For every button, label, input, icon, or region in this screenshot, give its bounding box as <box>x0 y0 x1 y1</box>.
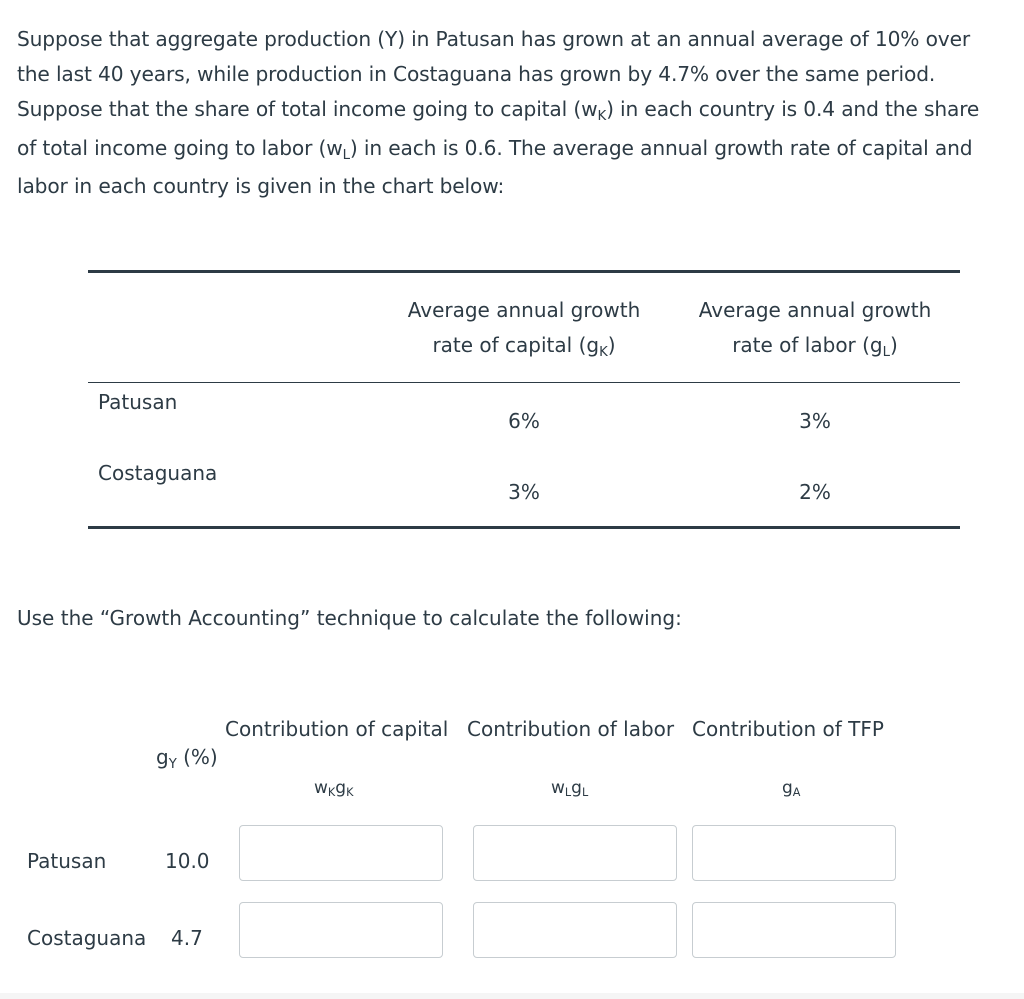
patusan-labor-growth: 3% <box>799 409 831 433</box>
sym-labor-g: g <box>571 778 582 798</box>
capital-growth-header <box>384 293 664 366</box>
costaguana-gy-value: 4.7 <box>171 926 203 950</box>
sym-capital-w: w <box>314 778 328 798</box>
capital-header-close: ) <box>607 333 616 357</box>
col-header-capital: Contribution of capital <box>225 717 449 741</box>
labor-header-line-2: rate of labor (g <box>732 333 883 357</box>
patusan-tfp-contribution-input[interactable] <box>692 825 896 881</box>
bottom-edge-strip <box>0 993 1024 999</box>
intro-line-4a: of total income going to labor (w <box>17 135 343 160</box>
gy-unit: (%) <box>176 745 218 769</box>
col-header-tfp: Contribution of TFP <box>692 717 884 741</box>
sym-capital-g: g <box>335 778 347 798</box>
instruction: Use the “Growth Accounting” technique to calculate the following: <box>17 606 682 630</box>
table-header-rule <box>88 382 960 383</box>
costaguana-tfp-contribution-input[interactable] <box>692 902 896 958</box>
labor-header-close: ) <box>890 333 898 357</box>
sym-capital-gsub: K <box>346 786 354 800</box>
intro-line-1: Suppose that aggregate production (Y) in Patusan has grown at an annual average of 10% over <box>17 27 971 51</box>
patusan-capital-contribution-input[interactable] <box>239 825 443 881</box>
table-top-rule <box>88 270 960 273</box>
costaguana-capital-contribution-input[interactable] <box>239 902 443 958</box>
intro-line-3a: Suppose that the share of total income going to capital (w <box>17 97 598 122</box>
sym-labor-w: w <box>551 778 565 798</box>
intro-line-2: the last 40 years, while production in Costaguana has grown by 4.7% over the same period. <box>17 62 936 87</box>
sym-tfp-g: g <box>782 778 793 798</box>
intro-line-4-sub: L <box>342 147 350 163</box>
intro-line-5: labor in each country is given in the chart below: <box>17 173 505 198</box>
costaguana-labor-growth: 2% <box>799 480 831 504</box>
costaguana-capital-growth: 3% <box>508 480 540 504</box>
intro-line-4b: ) in each is 0.6. The average annual growth rate of capital and <box>349 135 973 160</box>
sym-labor-wsub: L <box>564 786 572 800</box>
symbol-wl-gl <box>551 778 588 798</box>
answer-row-country-costaguana: Costaguana <box>27 926 147 950</box>
problem-statement <box>17 22 1017 204</box>
intro-line-3b: ) in each country is 0.4 and the share <box>606 97 980 122</box>
table-bottom-rule <box>88 526 960 529</box>
intro-line-3-sub: K <box>597 109 607 125</box>
symbol-wk-gk <box>314 778 353 798</box>
sym-labor-gsub: L <box>581 786 589 800</box>
answer-row-country-patusan: Patusan <box>27 849 107 873</box>
patusan-labor-contribution-input[interactable] <box>473 825 677 881</box>
row-country-patusan: Patusan <box>98 390 178 414</box>
gy-label: g <box>156 745 169 769</box>
col-header-labor: Contribution of labor <box>467 717 675 741</box>
patusan-capital-growth: 6% <box>508 409 540 433</box>
labor-growth-header <box>675 293 955 366</box>
patusan-gy-value: 10.0 <box>165 849 210 873</box>
capital-header-line-2: rate of capital (g <box>432 333 600 357</box>
col-header-gy <box>156 745 218 772</box>
gy-sub: Y <box>168 756 177 772</box>
labor-header-sub: L <box>882 344 890 360</box>
capital-header-sub: K <box>599 344 608 360</box>
capital-header-line-1: Average annual growth <box>407 298 641 322</box>
labor-header-line-1: Average annual growth <box>698 298 932 322</box>
symbol-ga <box>782 778 800 798</box>
row-country-costaguana: Costaguana <box>98 461 218 485</box>
sym-capital-wsub: K <box>327 786 336 800</box>
sym-tfp-gsub: A <box>792 786 801 800</box>
costaguana-labor-contribution-input[interactable] <box>473 902 677 958</box>
